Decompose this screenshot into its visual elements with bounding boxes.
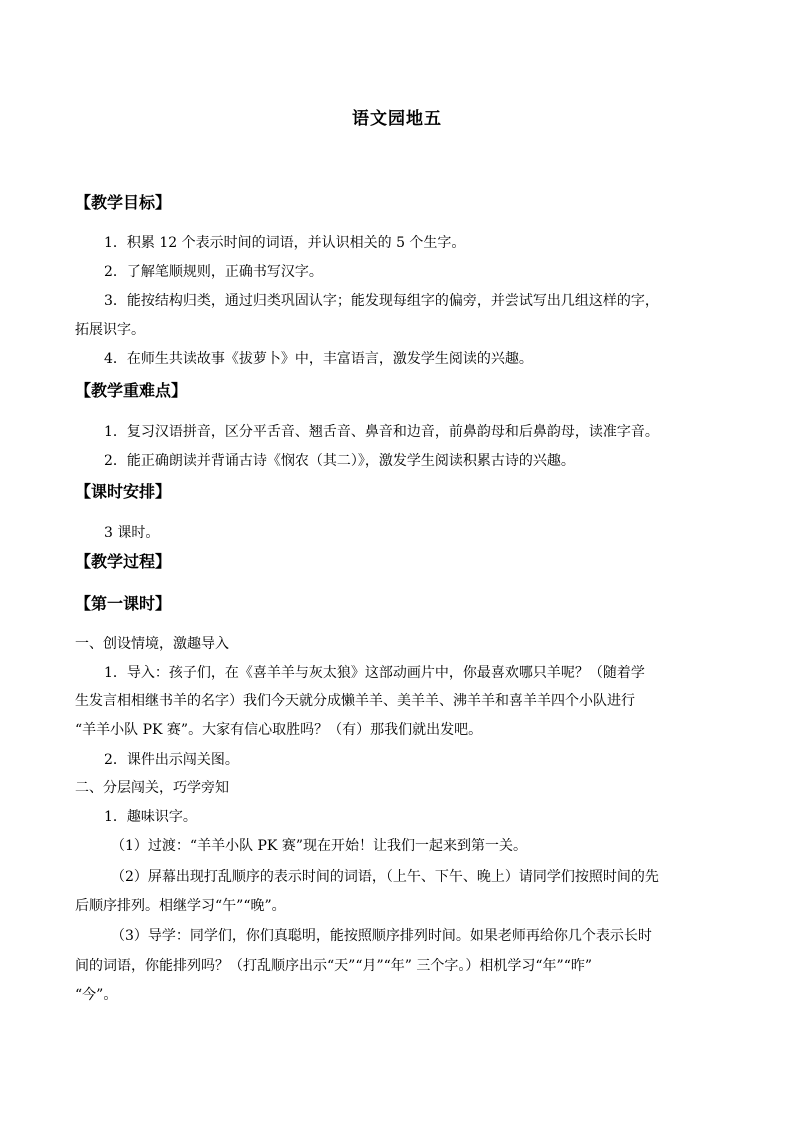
goal-item-2: 2．了解笔顺规则，正确书写汉字。 — [104, 264, 323, 280]
part2-line-4: 后顺序排列。相继学习“午”“晚”。 — [75, 898, 286, 914]
part2-title: 二、分层闯关，巧学旁知 — [75, 780, 229, 796]
goal-item-3: 3．能按结构归类，通过归类巩固认字；能发现每组字的偏旁，并尝试写出几组这样的字， — [104, 293, 659, 309]
keypoint-item-1: 1．复习汉语拼音，区分平舌音、翘舌音、鼻音和边音，前鼻韵母和后鼻韵母，读准字音。 — [104, 424, 659, 440]
part1-line-2: 生发言相相继书羊的名字）我们今天就分成懒羊羊、美羊羊、沸羊羊和喜羊羊四个小队进行 — [75, 693, 635, 709]
schedule-text: 3 课时。 — [104, 525, 160, 541]
part2-line-5: （3）导学：同学们，你们真聪明，能按照顺序排列时间。如果老师再给你几个表示长时 — [111, 928, 652, 944]
goal-item-3-cont: 拓展识字。 — [75, 322, 145, 338]
goals-heading: 【教学目标】 — [75, 193, 172, 212]
goal-item-1: 1．积累 12 个表示时间的词语，并认识相关的 5 个生字。 — [104, 235, 466, 251]
part1-line-4: 2．课件出示闯关图。 — [104, 752, 239, 768]
keypoints-heading: 【教学重难点】 — [75, 381, 188, 400]
part2-line-6: 间的词语，你能排列吗？（打乱顺序出示“天”“月”“年” 三个字。）相机学习“年”“昨” — [75, 958, 593, 974]
schedule-heading: 【课时安排】 — [75, 482, 172, 501]
goal-item-4: 4．在师生共读故事《拔萝卜》中，丰富语言，激发学生阅读的兴趣。 — [104, 351, 533, 367]
page-title: 语文园地五 — [352, 109, 442, 129]
part2-line-2: （1）过渡：“羊羊小队 PK 赛”现在开始！让我们一起来到第一关。 — [111, 838, 527, 854]
part2-line-1: 1．趣味识字。 — [104, 809, 197, 825]
first-lesson-heading: 【第一课时】 — [75, 594, 172, 613]
part2-line-3: （2）屏幕出现打乱顺序的表示时间的词语，（上午、下午、晚上）请同学们按照时间的先 — [111, 869, 659, 885]
part1-line-3: “羊羊小队 PK 赛”。大家有信心取胜吗？（有）那我们就出发吧。 — [75, 722, 483, 738]
part1-line-1: 1．导入：孩子们，在《喜羊羊与灰太狼》这部动画片中，你最喜欢哪只羊呢？（随着学 — [104, 665, 645, 681]
process-heading: 【教学过程】 — [75, 552, 172, 571]
part2-line-7: “今”。 — [75, 987, 118, 1003]
part1-title: 一、创设情境，激趣导入 — [75, 636, 229, 652]
keypoint-item-2: 2．能正确朗读并背诵古诗《悯农（其二）》，激发学生阅读积累古诗的兴趣。 — [104, 453, 575, 469]
